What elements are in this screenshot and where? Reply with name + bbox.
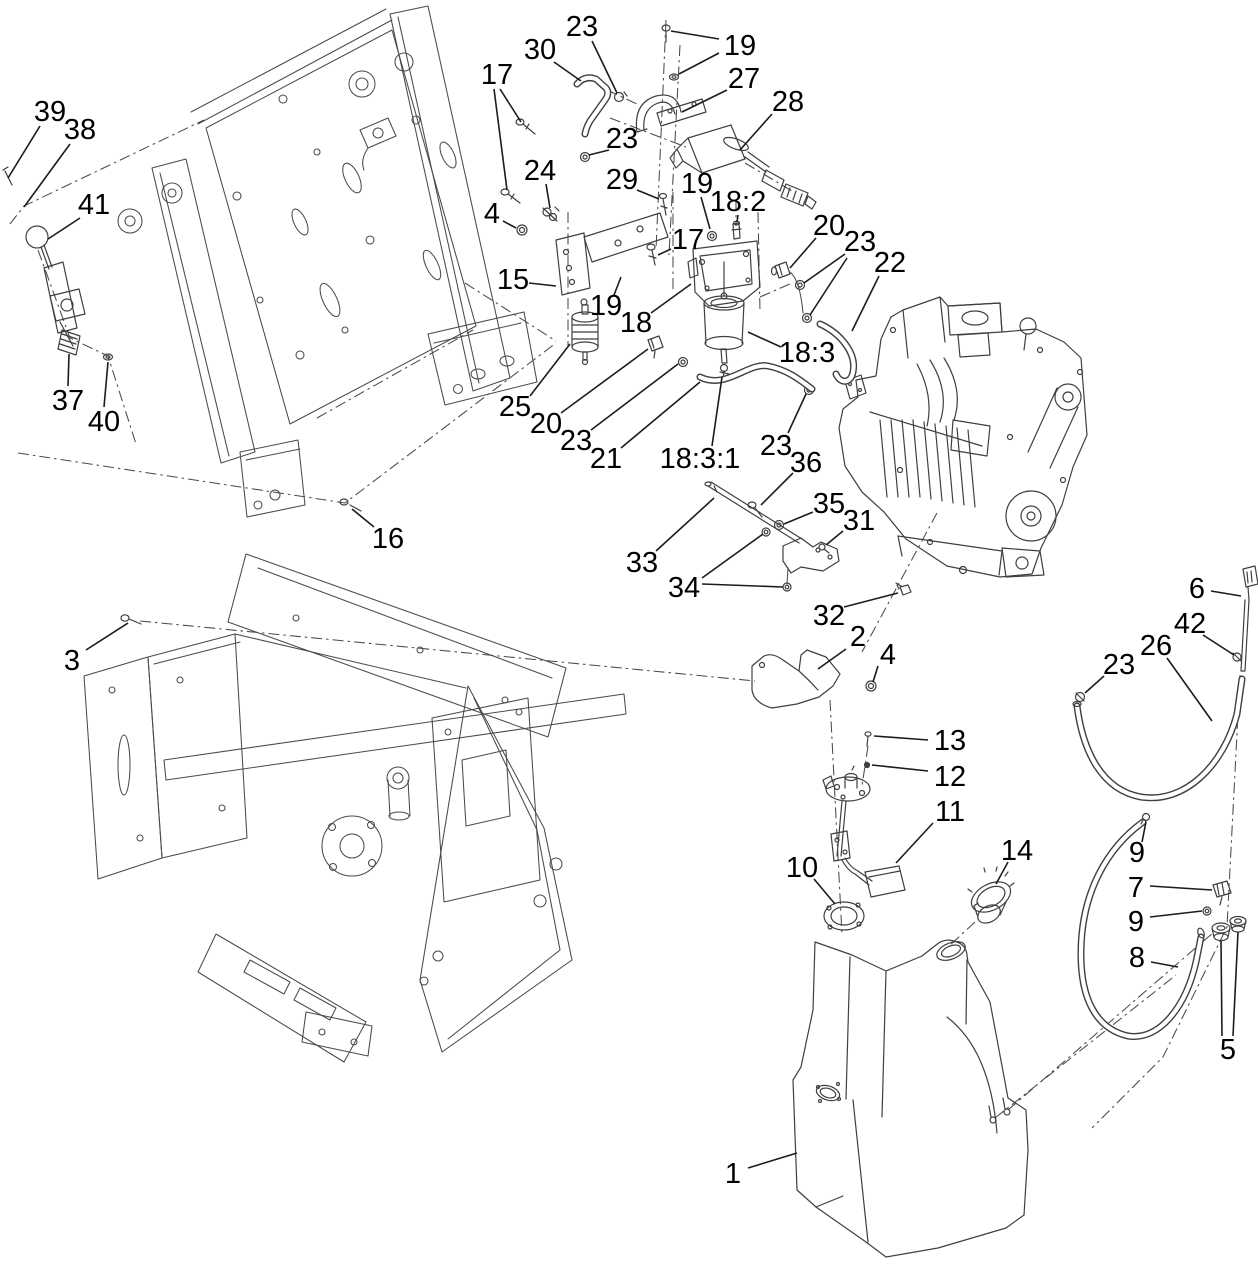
callout-label-32: 32 bbox=[812, 600, 846, 632]
leader-line-36 bbox=[761, 473, 793, 505]
lower-frame bbox=[84, 499, 626, 1062]
callout-1 bbox=[725, 1153, 797, 1190]
callout-26 bbox=[1140, 630, 1212, 721]
leader-line-37 bbox=[68, 354, 69, 386]
callout-label-9b: 9 bbox=[1127, 906, 1145, 938]
leader-line-26 bbox=[1167, 658, 1212, 721]
flywheel bbox=[1006, 491, 1056, 541]
callout-label-3: 3 bbox=[63, 645, 81, 677]
fuel-tank bbox=[793, 938, 1028, 1257]
upper-frame bbox=[118, 6, 537, 517]
callout-label-10: 10 bbox=[785, 852, 819, 884]
callout-label-34: 34 bbox=[667, 572, 701, 604]
callout-label-36: 36 bbox=[789, 447, 823, 479]
callout-3 bbox=[64, 623, 128, 677]
leader-line-23c bbox=[804, 254, 845, 283]
nut-23b bbox=[581, 153, 590, 162]
callout-label-23f: 23 bbox=[1102, 649, 1136, 681]
callout-37 bbox=[52, 354, 84, 417]
callout-label-40: 40 bbox=[87, 406, 121, 438]
callout-28 bbox=[740, 86, 804, 150]
callout-9b bbox=[1128, 906, 1202, 938]
bolt-16 bbox=[350, 505, 361, 511]
leader-line-25 bbox=[530, 344, 570, 396]
lifting-eye bbox=[1020, 318, 1036, 334]
heat-shield bbox=[752, 650, 876, 708]
callout-7 bbox=[1128, 872, 1212, 904]
washer-19a bbox=[670, 74, 679, 80]
callout-label-20a: 20 bbox=[812, 210, 846, 242]
callout-18 bbox=[620, 284, 691, 339]
bolt-3 bbox=[129, 619, 141, 624]
callout-34 bbox=[668, 534, 783, 604]
leader-line-33 bbox=[656, 498, 714, 551]
leader-line-20b bbox=[561, 349, 648, 413]
leader-line-42 bbox=[1203, 635, 1234, 655]
callout-4b bbox=[873, 639, 896, 682]
callout-label-37: 37 bbox=[51, 385, 85, 417]
leader-line-2 bbox=[818, 649, 846, 669]
callout-label-23c: 23 bbox=[843, 226, 877, 258]
leader-line-17a bbox=[494, 89, 507, 190]
callout-label-31: 31 bbox=[842, 505, 876, 537]
leader-line-32 bbox=[844, 593, 898, 607]
screw-29-head bbox=[660, 194, 667, 199]
callout-23f bbox=[1085, 649, 1135, 693]
callout-label-19c: 19 bbox=[589, 290, 623, 322]
fuel-sender-group bbox=[823, 732, 905, 930]
callout-label-18-3-1: 18:3:1 bbox=[659, 443, 741, 475]
callout-13 bbox=[874, 725, 966, 757]
leader-line-21 bbox=[621, 382, 700, 448]
callout-label-8: 8 bbox=[1128, 942, 1146, 974]
callout-label-30: 30 bbox=[523, 34, 557, 66]
callout-40 bbox=[88, 362, 120, 438]
screw-39 bbox=[3, 167, 12, 185]
leader-line-15 bbox=[529, 283, 556, 286]
leader-line-30 bbox=[554, 62, 581, 81]
leader-line-4a bbox=[503, 221, 516, 228]
sensor-32 bbox=[896, 583, 911, 595]
pulley bbox=[1055, 384, 1081, 410]
callout-label-42: 42 bbox=[1173, 608, 1207, 640]
leader-line-39 bbox=[8, 126, 40, 178]
leader-line-13 bbox=[874, 736, 928, 740]
callout-label-26: 26 bbox=[1139, 630, 1173, 662]
callout-label-4a: 4 bbox=[483, 198, 501, 230]
leader-line-19a bbox=[671, 31, 719, 39]
leader-line-18-3-1 bbox=[712, 377, 722, 446]
dipstick-6 bbox=[1243, 566, 1258, 600]
leader-line-41 bbox=[48, 218, 80, 239]
callout-label-38: 38 bbox=[63, 114, 97, 146]
nut-4b bbox=[866, 681, 876, 691]
grommet-5a bbox=[1212, 923, 1230, 933]
leader-line-19a bbox=[679, 53, 719, 74]
callout-label-22: 22 bbox=[873, 247, 907, 279]
callout-label-6: 6 bbox=[1188, 573, 1206, 605]
callout-41 bbox=[48, 189, 110, 239]
leader-line-38 bbox=[24, 144, 70, 207]
callout-4a bbox=[484, 198, 516, 230]
callout-22 bbox=[852, 247, 906, 331]
leader-line-23d bbox=[591, 364, 678, 430]
filler-neck bbox=[934, 938, 968, 964]
callout-label-7: 7 bbox=[1127, 872, 1145, 904]
leader-line-4b bbox=[873, 666, 878, 682]
callout-35 bbox=[784, 488, 845, 524]
ball-12 bbox=[865, 763, 870, 768]
callout-label-29: 29 bbox=[605, 164, 639, 196]
leader-line-29 bbox=[637, 190, 659, 199]
leader-line-18-3 bbox=[748, 332, 781, 347]
callout-6 bbox=[1189, 573, 1241, 605]
rod-33 bbox=[708, 482, 802, 543]
leader-line-18 bbox=[651, 284, 691, 313]
leader-line-8 bbox=[1151, 962, 1178, 967]
callout-label-35: 35 bbox=[812, 488, 846, 520]
callout-15 bbox=[497, 264, 556, 296]
cylinder-fins bbox=[880, 420, 975, 507]
callout-11 bbox=[896, 796, 965, 863]
callout-label-12: 12 bbox=[933, 761, 967, 793]
starter bbox=[1002, 548, 1044, 577]
leader-line-5 bbox=[1233, 932, 1238, 1036]
leader-line-3 bbox=[86, 623, 128, 650]
bolt-17b-head bbox=[647, 244, 655, 250]
callout-5 bbox=[1220, 932, 1238, 1066]
callout-18-3-1 bbox=[660, 377, 741, 475]
nut-9b bbox=[1203, 907, 1211, 915]
callout-24 bbox=[524, 155, 556, 208]
callout-label-23b: 23 bbox=[605, 123, 639, 155]
leader-line-6 bbox=[1211, 591, 1241, 596]
nut-23d bbox=[679, 358, 688, 367]
callout-label-25: 25 bbox=[498, 391, 532, 423]
leader-line-16 bbox=[352, 509, 374, 527]
callout-label-17b: 17 bbox=[671, 224, 705, 256]
callout-label-21: 21 bbox=[589, 443, 623, 475]
strap-27 bbox=[636, 95, 681, 132]
leader-line-24 bbox=[546, 184, 550, 208]
lever-knob bbox=[26, 226, 48, 248]
callout-19c bbox=[590, 277, 622, 322]
callout-23b bbox=[589, 123, 638, 155]
bracket-15 bbox=[556, 233, 590, 295]
bolt-3-head bbox=[121, 615, 129, 621]
callout-label-23d: 23 bbox=[559, 425, 593, 457]
nut-19b bbox=[708, 232, 717, 241]
callout-16 bbox=[352, 509, 404, 555]
callout-33 bbox=[626, 498, 714, 579]
nut-4a bbox=[517, 225, 527, 235]
callout-label-18-3: 18:3 bbox=[778, 337, 836, 369]
callout-label-19a: 19 bbox=[723, 30, 757, 62]
leader-line-34 bbox=[702, 534, 763, 578]
leader-line-11 bbox=[896, 823, 933, 863]
callout-10 bbox=[786, 852, 835, 904]
callout-label-18: 18 bbox=[619, 307, 653, 339]
callout-39 bbox=[8, 96, 66, 178]
leader-line-23e bbox=[788, 394, 806, 433]
callout-27 bbox=[682, 63, 760, 112]
leader-line-35 bbox=[784, 512, 813, 524]
grommet-5b bbox=[1230, 917, 1246, 926]
fuel-cap bbox=[966, 867, 1015, 927]
leader-line-7 bbox=[1150, 886, 1212, 890]
callout-label-15: 15 bbox=[496, 264, 530, 296]
callout-label-18-2: 18:2 bbox=[709, 186, 767, 218]
leader-line-9b bbox=[1150, 911, 1202, 917]
callout-label-39: 39 bbox=[33, 96, 67, 128]
callout-label-16: 16 bbox=[371, 523, 405, 555]
leader-line-5 bbox=[1221, 941, 1222, 1036]
leader-line-22 bbox=[852, 276, 879, 331]
leader-line-40 bbox=[104, 362, 108, 407]
float-11 bbox=[865, 866, 905, 897]
callout-label-17a: 17 bbox=[480, 59, 514, 91]
callout-29 bbox=[606, 164, 659, 199]
pump-wires bbox=[745, 152, 769, 172]
callout-label-1: 1 bbox=[724, 1158, 742, 1190]
callout-label-13: 13 bbox=[933, 725, 967, 757]
callout-42 bbox=[1174, 608, 1234, 655]
tank-port bbox=[1004, 1109, 1010, 1115]
leader-line-31 bbox=[826, 531, 843, 545]
callout-label-9a: 9 bbox=[1128, 837, 1146, 869]
filter-25-nipple bbox=[581, 299, 587, 305]
callout-label-28: 28 bbox=[771, 86, 805, 118]
leader-line-28 bbox=[740, 114, 772, 150]
callout-label-19b: 19 bbox=[680, 168, 714, 200]
callout-label-14: 14 bbox=[1000, 835, 1034, 867]
fitting-20a bbox=[775, 262, 790, 278]
shield-2 bbox=[752, 650, 840, 708]
callout-label-27: 27 bbox=[727, 63, 761, 95]
leader-line-23f bbox=[1085, 676, 1104, 693]
hose-26 bbox=[1077, 679, 1242, 798]
callout-label-11: 11 bbox=[934, 796, 966, 828]
callout-label-5: 5 bbox=[1219, 1034, 1237, 1066]
leader-line-17a bbox=[500, 89, 521, 122]
callout-label-41: 41 bbox=[77, 189, 111, 221]
callout-17a bbox=[481, 59, 521, 190]
leader-line-20a bbox=[790, 238, 816, 268]
leader-line-12 bbox=[872, 765, 928, 771]
callout-label-24: 24 bbox=[523, 155, 557, 187]
fitting-9a bbox=[1143, 814, 1150, 821]
leader-line-34 bbox=[702, 584, 783, 587]
callout-label-23e: 23 bbox=[759, 430, 793, 462]
callout-19b bbox=[681, 168, 713, 229]
callout-label-20b: 20 bbox=[529, 408, 563, 440]
callout-18-2 bbox=[710, 186, 766, 222]
nut-23c1 bbox=[796, 281, 805, 290]
engine bbox=[839, 297, 1087, 595]
fitting-20b bbox=[648, 336, 663, 358]
callout-label-33: 33 bbox=[625, 547, 659, 579]
intake-flange bbox=[948, 303, 1002, 335]
callout-12 bbox=[872, 761, 966, 793]
leader-line-1 bbox=[748, 1153, 797, 1168]
callout-14 bbox=[996, 835, 1033, 884]
callout-label-2: 2 bbox=[849, 621, 867, 653]
callout-label-23a: 23 bbox=[565, 11, 599, 43]
callout-label-4b: 4 bbox=[879, 639, 897, 671]
